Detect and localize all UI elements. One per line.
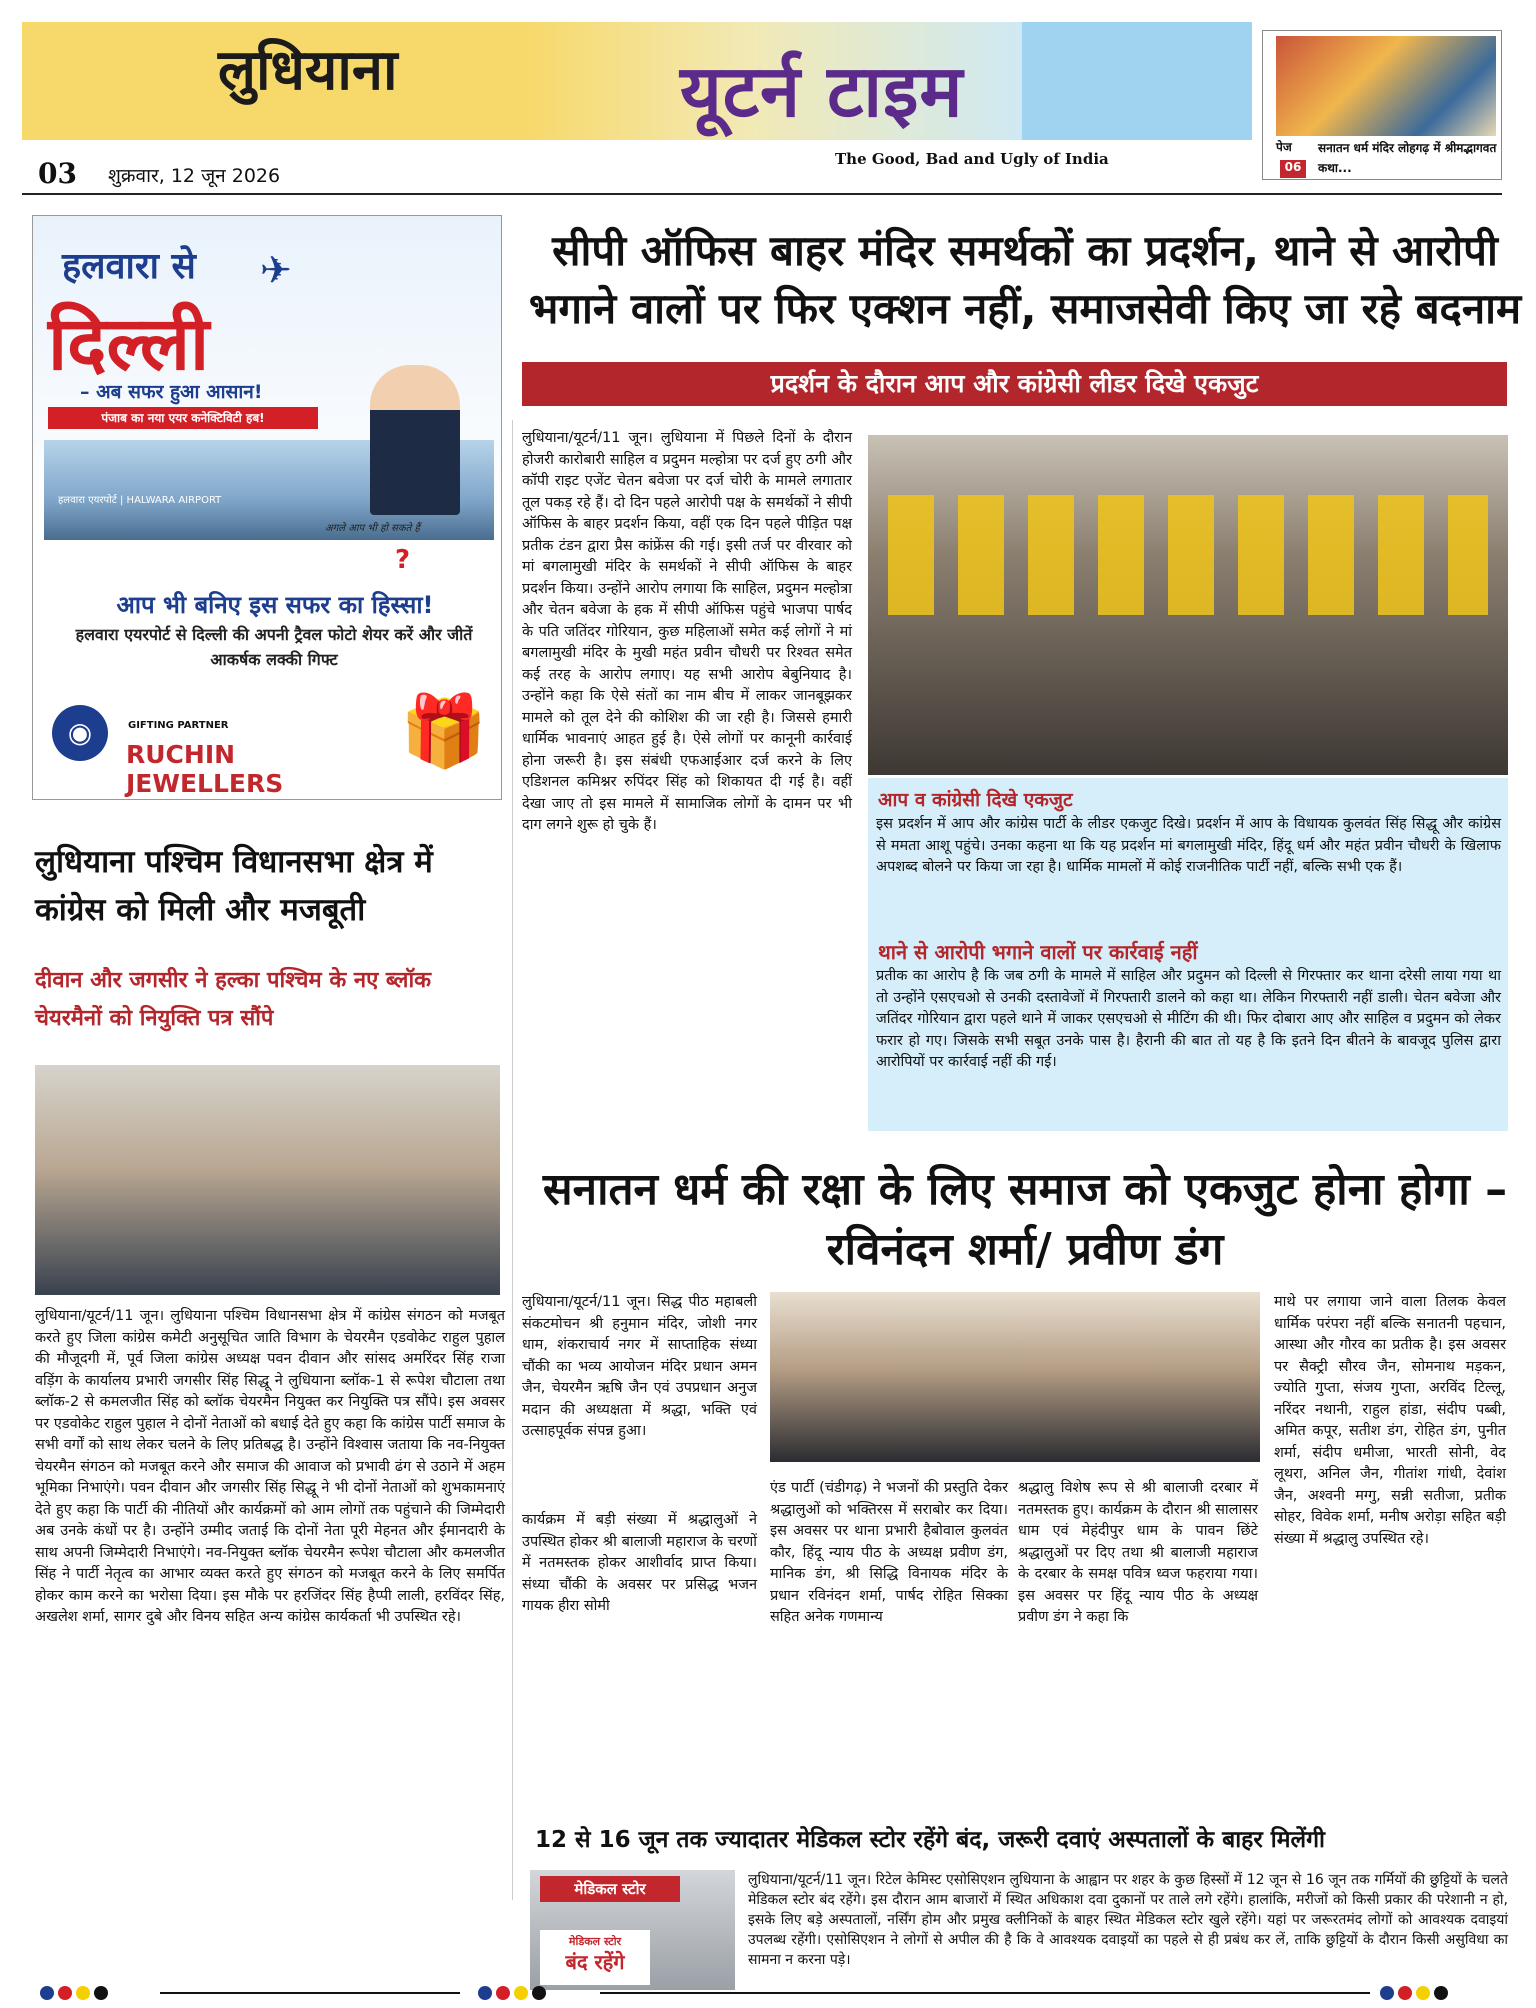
registration-dot	[40, 1986, 54, 2000]
gifting-partner-label: GIFTING PARTNER	[128, 720, 229, 731]
footer-rule-right	[600, 1992, 1370, 1994]
teaser-photo	[1276, 36, 1496, 136]
teaser-text: सनातन धर्म मंदिर लोहगढ़ में श्रीमद्भागवत कथा...	[1318, 141, 1497, 175]
newspaper-brand-logo: यूटर्न टाइम	[680, 49, 964, 133]
gifting-partner-brand: RUCHIN JEWELLERS	[126, 740, 284, 798]
registration-dot	[496, 1986, 510, 2000]
ad-subtitle: – अब सफर हुआ आसान!	[80, 381, 263, 403]
registration-dots-left	[40, 1985, 160, 2003]
ad-from: हलवारा से	[62, 246, 196, 287]
left-story-body: लुधियाना/यूटर्न/11 जून। लुधियाना पश्चिम विधानसभा क्षेत्र में कांग्रेस संगठन को मजबूत करते हुए जिला कांग्रेस कमेटी अनुसूचित जाति विभाग के चेयरमैन एडवोकेट राहुल पुहाल की मौजूदगी में, पूर्व जिला कांग्रेस अध्यक्ष पवन दीवान और सांसद अमरिंदर सिंह राजा वड़िंग के कार्यालय प्रभारी जगसीर सिंह सिद्धू ने लुधियाना ब्लॉक-1 से रूपेश चौटाला तथा ब्लॉक-2 से कमलजीत सिंह को ब्लॉक चेयरमैन नियुक्त कर नियुक्ति पत्र सौंपे। इस अवसर पर एडवोकेट राहुल पुहाल ने दोनों नेताओं को बधाई देते हुए कहा कि कांग्रेस पार्टी समाज के सभी वर्गों को साथ लेकर चलने के लिए प्रतिबद्ध है। उन्होंने विश्वास जताया कि नव-नियुक्त चेयरमैन संगठन को मजबूत करने और समाज की आवाज को प्रभावी ढंग से उठाने में अहम भूमिका निभाएंगे। पवन दीवान और जगसीर सिंह सिद्धू ने भी दोनों नेताओं को शुभकामनाएं देते हुए कहा कि पार्टी की नीतियों और कार्यक्रमों को आम लोगों तक पहुंचाने की जिम्मेदारी अब उनके कंधों पर है। उन्होंने उम्मीद जताई कि दोनों नेता पूरी मेहनत और ईमानदारी के साथ अपनी जिम्मेदारी निभाएंगे। नव-नियुक्त ब्लॉक चेयरमैन रूपेश चौटाला और कमलजीत सिंह ने पार्टी नेतृत्व का आभार व्यक्त करते हुए संगठन को मजबूत करने के लिए समर्पित होकर काम करने का भरोसा दिया। इस मौके पर हरजिंदर सिंह हैप्पी लाली, हरविंदर सिंह, अखलेश शर्मा, सागर दुबे और विनय सहित अन्य कांग्रेस कार्यकर्ता भी उपस्थित रहे।	[35, 1308, 505, 1625]
registration-dots-center	[478, 1985, 598, 2003]
column-divider	[512, 420, 513, 1900]
mid-story-col-5: माथे पर लगाया जाने वाला तिलक केवल धार्मिक परंपरा नहीं बल्कि सनातनी पहचान, आस्था और गौरव का प्रतीक है। इस अवसर पर सैक्ट्री सौरव जैन, सोमनाथ मड़कन, ज्योति गुप्ता, संजय गुप्ता, अरविंद टिल्लू, नरिंदर नथानी, राहुल हांडा, संदीप पब्बी, अमित कपूर, सतीश डंग, रोहित डंग, पुनीत शर्मा, संदीप धमीजा, भारती सोनी, वेद लूथरा, अनिल जैन, गीतांश गांधी, देवांश जैन, अश्वनी मग्गु, सन्नी सतीजा, प्रतीक सोहर, विवेक शर्मा, मनीष अरोड़ा सहित बड़ी संख्या में श्रद्धालु उपस्थित रहे।	[1274, 1294, 1506, 1547]
footer-rule-left	[160, 1992, 460, 1994]
camera-icon: ◉	[52, 705, 108, 761]
registration-dot	[76, 1986, 90, 2000]
bottom-story-body: लुधियाना/यूटर्न/11 जून। रिटेल केमिस्ट एसोसिएशन लुधियाना के आह्वान पर शहर के कुछ हिस्सों में 12 जून से 16 जून तक गर्मियों की छुट्टियों के चलते मेडिकल स्टोर बंद रहेंगे। इस दौरान आम बाजारों में स्थित अधिकाश दवा दुकानों पर ताले लगे रहेंगे। हालांकि, मरीजों को किसी प्रकार की परेशानी न हो, इसके लिए बड़े अस्पतालों, नर्सिंग होम और प्रमुख क्लीनिकों के बाहर स्थित मेडिकल स्टोर खुले रहेंगे। यहां पर जरूरतमंद लोगों को आवश्यक दवाइयां उपलब्ध रहेंगी। एसोसिएशन ने लोगों से अपील की है कि वे आवश्यक दवाइयों का पहले से ही प्रबंध कर लें, ताकि छुट्टियों के दौरान किसी असुविधा का सामना न करना पड़े।	[748, 1872, 1508, 1968]
left-story-subhead: दीवान और जगसीर ने हल्का पश्चिम के नए ब्लॉक चेयरमैनों को नियुक्ति पत्र सौंपे	[35, 968, 432, 1031]
protest-photo	[868, 435, 1508, 775]
registration-dot	[94, 1986, 108, 2000]
registration-dot	[514, 1986, 528, 2000]
question-mark-icon: ?	[395, 545, 411, 575]
newspaper-tagline: The Good, Bad and Ugly of India	[835, 150, 1109, 168]
left-story-headline[interactable]: लुधियाना पश्चिम विधानसभा क्षेत्र में कांग्रेस को मिली और मजबूती	[35, 844, 433, 928]
ad-badge: पंजाब का नया एयर कनेक्टिविटी हब!	[48, 407, 318, 429]
sidebar-heading-2: थाने से आरोपी भगाने वालों पर कार्रवाई नहीं	[878, 940, 1198, 964]
bottom-story-headline[interactable]: 12 से 16 जून तक ज्यादातर मेडिकल स्टोर रहेंगे बंद, जरूरी दवाएं अस्पतालों के बाहर मिलेंगी	[535, 1827, 1326, 1853]
closed-notice-board	[540, 1930, 650, 1985]
congress-appointment-photo	[35, 1065, 500, 1295]
edition-city: लुधियाना	[218, 38, 398, 103]
page-number: 03	[38, 157, 77, 190]
registration-dot	[478, 1986, 492, 2000]
registration-dots-right	[1380, 1985, 1500, 2003]
registration-dot	[532, 1986, 546, 2000]
ad-next-caption: अगले आप भी हो सकते हैं	[325, 523, 420, 534]
mid-story-col-2: कार्यक्रम में बड़ी संख्या में श्रद्धालुओं ने उपस्थित होकर श्री बालाजी महाराज के चरणों में नतमस्तक होकर आशीर्वाद प्राप्त किया। संध्या चौंकी के अवसर पर प्रसिद्ध भजन गायक हीरा सोमी	[522, 1512, 757, 1614]
dateline: शुक्रवार, 12 जून 2026	[108, 165, 281, 187]
closed-notice-top: मेडिकल स्टोर	[568, 1935, 622, 1948]
teaser-page-label: पेज	[1276, 140, 1292, 154]
lead-headline[interactable]: सीपी ऑफिस बाहर मंदिर समर्थकों का प्रदर्शन, थाने से आरोपी भगाने वालों पर फिर एक्शन नहीं, समाजसेवी किए जा रहे बदनाम	[528, 226, 1522, 333]
mid-story-col-3: एंड पार्टी (चंडीगढ़) ने भजनों की प्रस्तुति देकर श्रद्धालुओं को भक्तिरस में सराबोर कर दिया। इस अवसर पर थाना प्रभारी हैबोवाल कुलवंत कौर, हिंदू न्याय पीठ के अध्यक्ष प्रवीण डंग, मानिक डंग, श्री सिद्धि विनायक मंदिर के प्रधान रविनंदन शर्मा, पार्षद रोहित सिक्का सहित अनेक गणमान्य	[770, 1480, 1008, 1625]
closed-notice-main: बंद रहेंगे	[565, 1950, 625, 1974]
lead-subhead-bar: प्रदर्शन के दौरान आप और कांग्रेसी लीडर दिखे एकजुट	[522, 362, 1507, 406]
registration-dot	[58, 1986, 72, 2000]
ad-cta: आप भी बनिए इस सफर का हिस्सा!	[116, 591, 434, 619]
ad-destination: दिल्ली	[48, 301, 210, 387]
masthead-divider	[22, 193, 1502, 195]
mid-story-col-4: श्रद्धालु विशेष रूप से श्री बालाजी दरबार में नतमस्तक हुए। कार्यक्रम के दौरान श्री सालासर धाम एवं मेहंदीपुर धाम के पावन छिंटे श्रद्धालुओं पर दिए तथा श्री बालाजी महाराज के दरबार के समक्ष पवित्र ध्वज फहराया गया। इस अवसर पर हिंदू न्याय पीठ के अध्यक्ष प्रवीण डंग ने कहा कि	[1018, 1480, 1258, 1625]
ad-airport-sign: हलवारा एयरपोर्ट | HALWARA AIRPORT	[58, 495, 222, 506]
sidebar-body-2: प्रतीक का आरोप है कि जब ठगी के मामले में साहिल और प्रदुमन को दिल्ली से गिरफ्तार कर थाना दरेसी लाया गया था तो उन्होंने एसएचओ से उनकी दस्तावेजों में गिरफ्तारी डालने को कहा था। लेकिन गिरफ्तारी नहीं डाली। चेतन बवेजा और जतिंदर गोरियान द्वारा पहले थाने में जाकर एसएचओ से मीटिंग की थी। फिर दोबारा आए और साहिल व प्रदुमन को लेकर फरार हो गए। जिसके सभी सबूत उनके पास है। हैरानी की बात तो यह है कि इतने दिन बीतने के बावजूद पुलिस द्वारा आरोपियों पर कार्रवाई नहीं की गई।	[876, 968, 1501, 1070]
sidebar-body-1: इस प्रदर्शन में आप और कांग्रेस पार्टी के लीडर एकजुट दिखे। प्रदर्शन में आप के विधायक कुलवंत सिंह सिद्धू और कांग्रेस से ममता आशू पहुंचे। उनका कहना था कि यह प्रदर्शन मां बगलामुखी मंदिर, हिंदू धर्म और महंत प्रवीन चौधरी के खिलाफ अपशब्द बोलने पर किया जा रहा है। धार्मिक मामलों में कोई राजनीतिक पार्टी नहीं, बल्कि सभी एक हैं।	[876, 816, 1501, 875]
lead-body: लुधियाना/यूटर्न/11 जून। लुधियाना में पिछले दिनों के दौरान होजरी कारोबारी साहिल व प्रदुमन मल्होत्रा पर दर्ज हुए ठगी और कॉपी राइट एजेंट चेतन बवेजा पर दर्ज चोरी के मामले लगातार तूल पकड़ रहे हैं। दो दिन पहले आरोपी पक्ष के समर्थकों ने सीपी ऑफिस के बाहर प्रदर्शन किया, वहीं एक दिन पहले पीड़ित पक्ष प्रतीक टंडन द्वारा प्रैस कांफ्रेंस की गई। इसी तर्ज पर वीरवार को मां बगलामुखी मंदिर के समर्थकों ने सीपी ऑफिस के बाहर प्रदर्शन किया। उन्होंने आरोप लगाया कि साहिल, प्रदुमन मल्होत्रा और चेतन बवेजा के हक में सीपी ऑफिस पहुंचे भाजपा पार्षद के पति जतिंदर गोरियान, कुछ महिलाओं समेत कई लोगों ने मां बगलामुखी मंदिर के मुखी महंत प्रवीन चौधरी पर रिश्वत समेत कई तरह के आरोप लगाए। यह सभी आरोप बेबुनियाद है। उन्होंने कहा कि ऐसे संतों का नाम बीच में लाकर जानबूझकर मामले को तूल देने की कोशिश की जा रही है। जिससे हमारी धार्मिक भावनाएं आहत हुई है। ऐसे लोगों पर कानूनी कार्रवाई होना जरूरी है। इस संबंधी एफआईआर दर्ज करने के लिए एडिशनल कमिश्नर रुपिंदर सिंह को शिकायत दी गई है। वहीं देखा जाए तो इस मामले में सामाजिक लोगों के दामन पर भी दाग लगने शुरू हो चुके हैं।	[522, 430, 852, 833]
airplane-icon: ✈	[260, 248, 292, 292]
registration-dot	[1416, 1986, 1430, 2000]
ad-body: हलवारा एयरपोर्ट से दिल्ली की अपनी ट्रैवल फोटो शेयर करें और जीतें आकर्षक लक्की गिफ्ट	[75, 625, 473, 669]
teaser-page-number: 06	[1280, 160, 1306, 178]
mid-story-col-1: लुधियाना/यूटर्न/11 जून। सिद्ध पीठ महाबली संकटमोचन श्री हनुमान मंदिर, जोशी नगर धाम, शंकराचार्य नगर में साप्ताहिक संध्या चौंकी का भव्य आयोजन मंदिर प्रधान अमन जैन, चेयरमैन ऋषि जैन एवं उपप्रधान अनुज मदान की अध्यक्षता में श्रद्धा, भक्ति एवं उत्साहपूर्वक संपन्न हुआ।	[522, 1294, 757, 1439]
medical-store-sign: मेडिकल स्टोर	[540, 1876, 680, 1902]
businessman-silhouette	[370, 365, 460, 515]
gift-box-icon: 🎁	[400, 690, 488, 772]
mid-story-headline[interactable]: सनातन धर्म की रक्षा के लिए समाज को एकजुट होना होगा – रविनंदन शर्मा/ प्रवीण डंग	[542, 1164, 1508, 1275]
temple-event-photo	[770, 1292, 1260, 1462]
registration-dot	[1398, 1986, 1412, 2000]
sidebar-heading-1: आप व कांग्रेसी दिखे एकजुट	[878, 789, 1073, 811]
registration-dot	[1380, 1986, 1394, 2000]
registration-dot	[1434, 1986, 1448, 2000]
